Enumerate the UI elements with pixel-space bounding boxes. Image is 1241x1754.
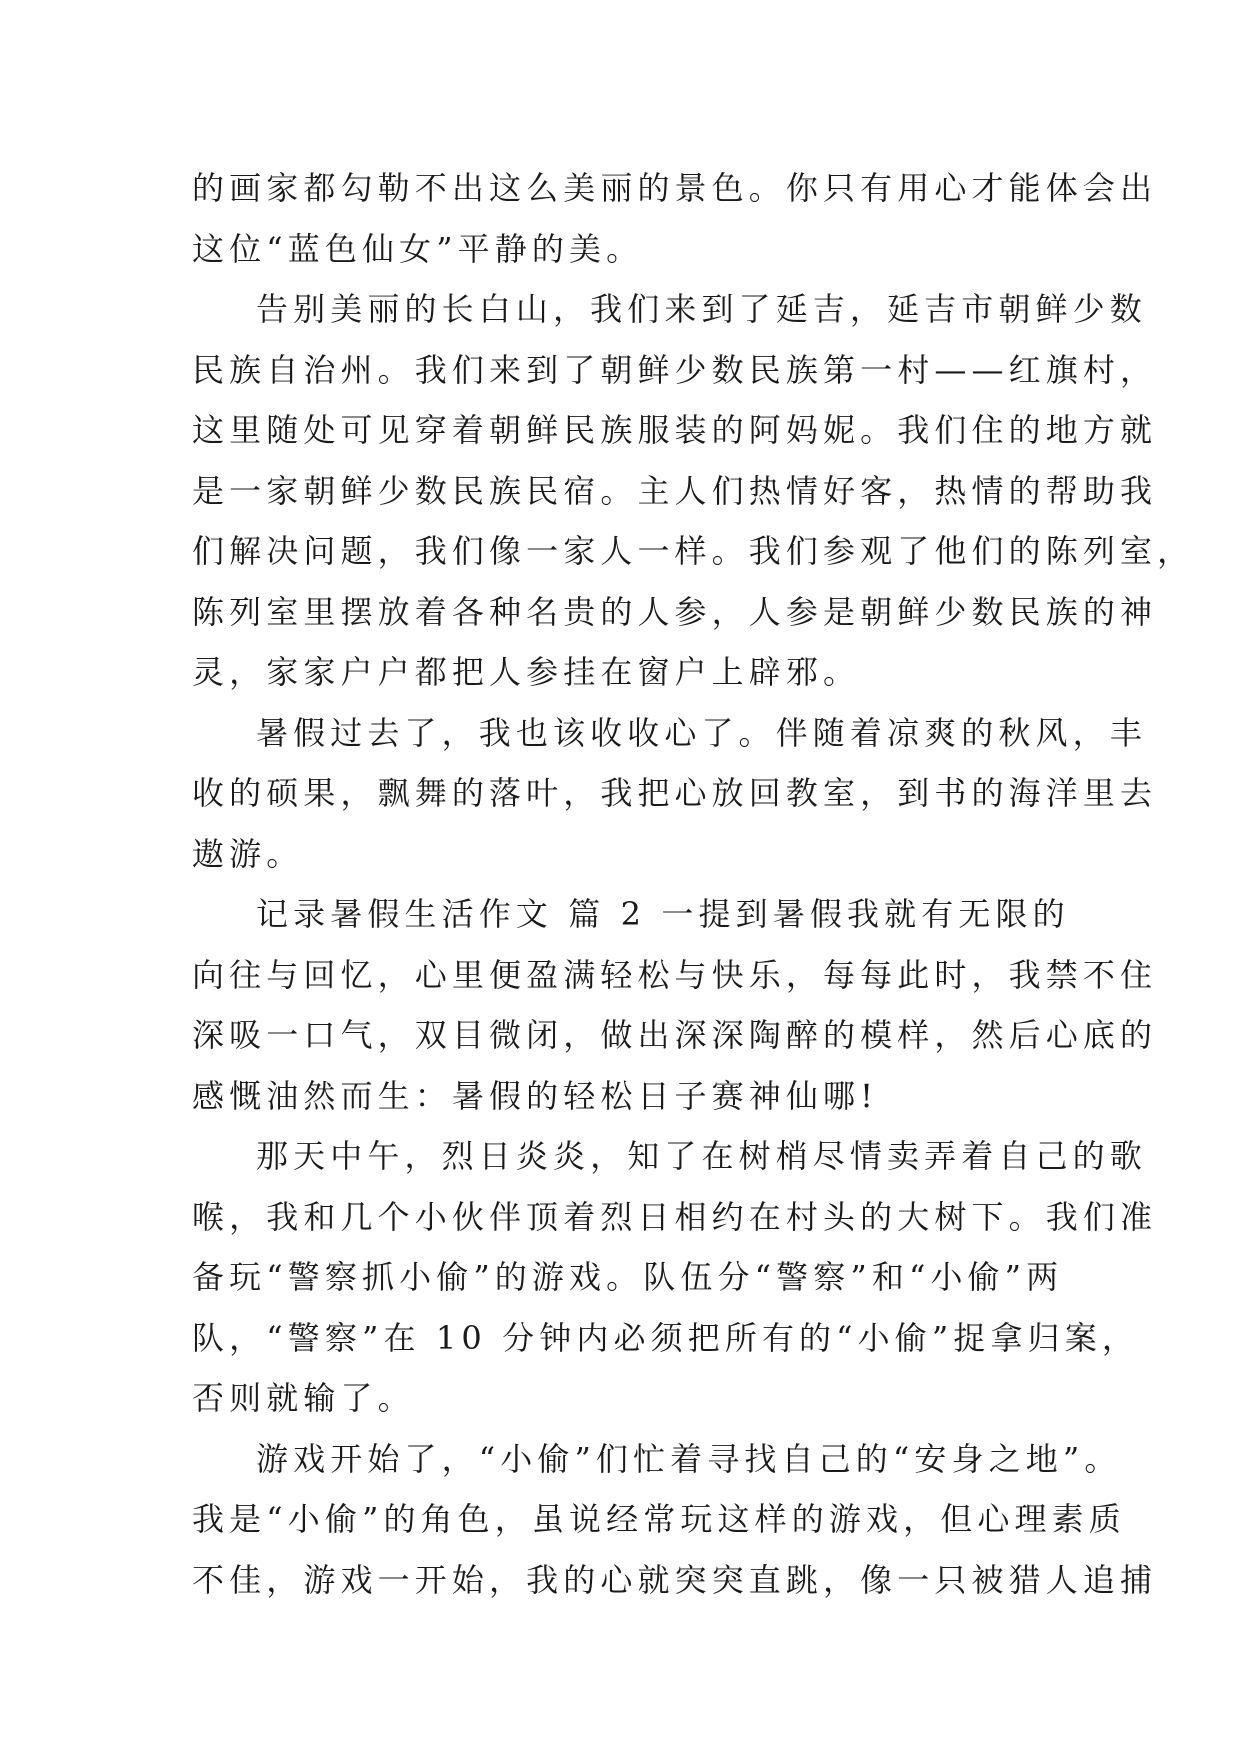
- text-line: 收的硕果，飘舞的落叶，我把心放回教室，到书的海洋里去: [192, 774, 1158, 812]
- text-line: 陈列室里摆放着各种名贵的人参，人参是朝鲜少数民族的神: [192, 592, 1158, 631]
- text-line: 灵，家家户户都把人参挂在窗户上辟邪。: [192, 653, 861, 691]
- text-line: 队，“警察”在 10 分钟内必须把所有的“小偷”捉拿归案，: [192, 1318, 1139, 1357]
- text-line: 民族自治州。我们来到了朝鲜少数民族第一村——红旗村，: [192, 350, 1158, 389]
- paragraph-start-line: 游戏开始了，“小偷”们忙着寻找自己的“安身之地”。: [256, 1439, 1122, 1478]
- text-line: 向往与回忆，心里便盈满轻松与快乐，每每此时，我禁不住: [192, 955, 1158, 994]
- text-line: 们解决问题，我们像一家人一样。我们参观了他们的陈列室，: [192, 532, 1195, 570]
- text-line: 深吸一口气，双目微闭，做出深深陶醉的模样，然后心底的: [192, 1016, 1158, 1054]
- text-line: 遨游。: [192, 834, 304, 873]
- text-line: 这位“蓝色仙女”平静的美。: [192, 229, 644, 268]
- text-line: 是一家朝鲜少数民族民宿。主人们热情好客，热情的帮助我: [192, 471, 1158, 510]
- text-line: 备玩“警察抓小偷”的游戏。队伍分“警察”和“小偷”两: [192, 1258, 1064, 1296]
- text-line: 我是“小偷”的角色，虽说经常玩这样的游戏，但心理素质: [192, 1500, 1126, 1538]
- text-line: 感慨油然而生：暑假的轻松日子赛神仙哪!: [192, 1076, 879, 1115]
- paragraph-start-line: 告别美丽的长白山，我们来到了延吉，延吉市朝鲜少数: [256, 290, 1147, 328]
- text-line: 否则就输了。: [192, 1379, 415, 1417]
- paragraph-start-line: 暑假过去了，我也该收收心了。伴随着凉爽的秋风，丰: [256, 713, 1147, 752]
- document-body: [192, 158, 1195, 1610]
- text-line: 的画家都勾勒不出这么美丽的景色。你只有用心才能体会出: [192, 169, 1158, 207]
- paragraph-start-line: 那天中午，烈日炎炎，知了在树梢尽情卖弄着自己的歌: [256, 1137, 1147, 1175]
- text-line: 喉，我和几个小伙伴顶着烈日相约在村头的大树下。我们准: [192, 1197, 1158, 1236]
- text-line: 这里随处可见穿着朝鲜民族服装的阿妈妮。我们住的地方就: [192, 411, 1158, 449]
- text-line: 不佳，游戏一开始，我的心就突突直跳，像一只被猎人追捕: [192, 1560, 1158, 1599]
- section-heading-line: 记录暑假生活作文 篇 2 一提到暑假我就有无限的: [256, 895, 1070, 933]
